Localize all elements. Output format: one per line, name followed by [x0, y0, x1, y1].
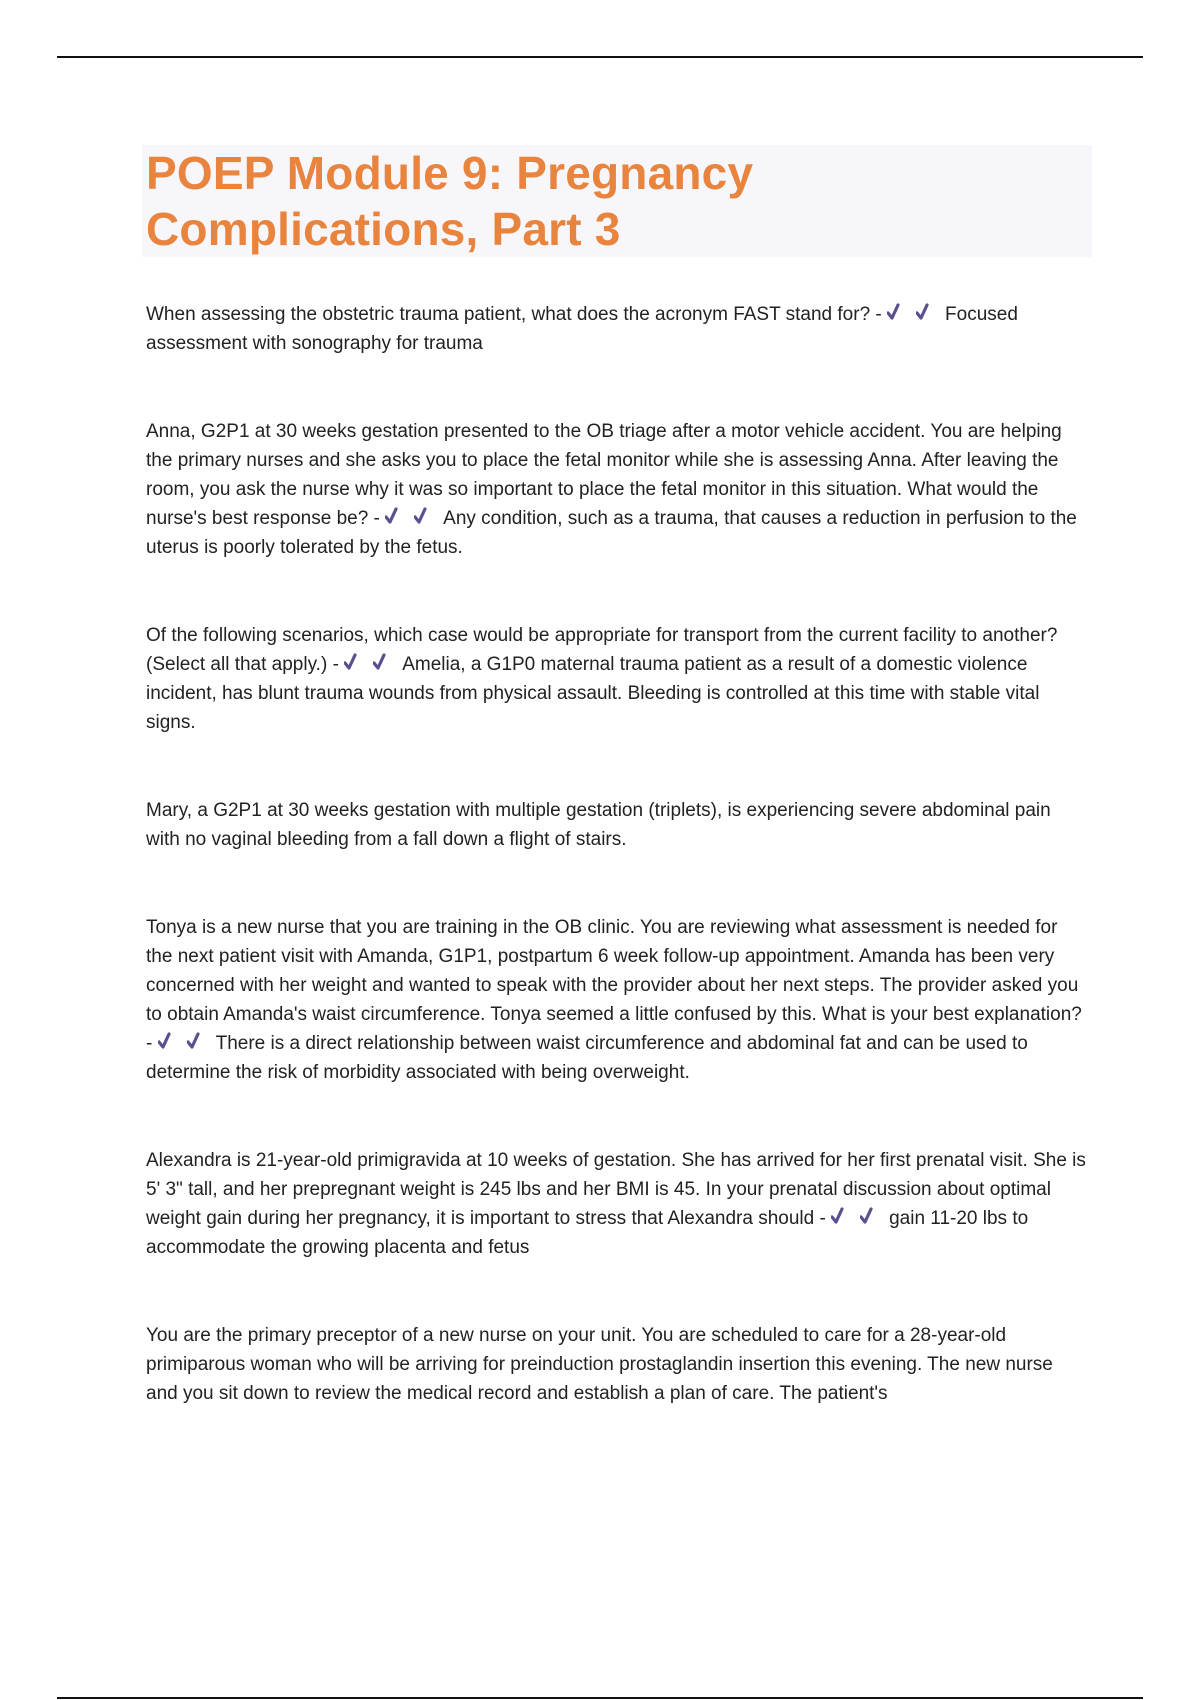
qa-item-5 [146, 913, 1086, 1087]
double-check-icon [158, 1030, 183, 1052]
double-check-icon [414, 505, 439, 527]
answer-text: Focused assessment with sonography for trauma [146, 304, 1018, 354]
double-check-icon [887, 301, 912, 323]
double-check-icon [187, 1030, 212, 1052]
qa-item-6 [146, 1146, 1086, 1262]
qa-item-7 [146, 1321, 1086, 1408]
qa-item-1 [146, 300, 1086, 358]
answer-text: There is a direct relationship between waist circumference and abdominal fat and can be used to determine the risk of morbidity associated with being overweight. [146, 1033, 1028, 1083]
question-text: Anna, G2P1 at 30 weeks gestation presented to the OB triage after a motor vehicle accident. You are helping the primary nurses and she asks you to place the fetal monitor while she is assessing Anna. After leaving the room, you ask the nurse why it was so important to place the fetal monitor in this situation. What would the nurse's best response be? - [146, 421, 1062, 529]
answer-text: Any condition, such as a trauma, that causes a reduction in perfusion to the uterus is poorly tolerated by the fetus. [146, 508, 1077, 558]
top-rule [57, 56, 1143, 58]
document-body [146, 300, 1086, 1408]
question-text: You are the primary preceptor of a new nurse on your unit. You are scheduled to care for a 28-year-old primiparous woman who will be arriving for preinduction prostaglandin insertion this evening. The new nurse and you sit down to review the medical record and establish a plan of care. The patient's [146, 1325, 1053, 1404]
qa-item-3 [146, 621, 1086, 737]
qa-item-4 [146, 796, 1086, 854]
double-check-icon [860, 1205, 885, 1227]
answer-continuation-text: Mary, a G2P1 at 30 weeks gestation with multiple gestation (triplets), is experiencing severe abdominal pain with no vaginal bleeding from a fall down a flight of stairs. [146, 800, 1051, 850]
double-check-icon [373, 651, 398, 673]
bottom-rule [57, 1697, 1143, 1699]
double-check-icon [385, 505, 410, 527]
double-check-icon [344, 651, 369, 673]
answer-text: Amelia, a G1P0 maternal trauma patient as a result of a domestic violence incident, has blunt trauma wounds from physical assault. Bleeding is controlled at this time with stable vital signs. [146, 654, 1040, 733]
double-check-icon [916, 301, 941, 323]
title-banner [142, 145, 1092, 257]
question-text: When assessing the obstetric trauma patient, what does the acronym FAST stand for? - [146, 304, 882, 325]
answer-text: gain 11-20 lbs to accommodate the growing placenta and fetus [146, 1208, 1029, 1258]
question-text: Of the following scenarios, which case would be appropriate for transport from the current facility to another? (Select all that apply.) - [146, 625, 1058, 675]
question-text: Alexandra is 21-year-old primigravida at 10 weeks of gestation. She has arrived for her first prenatal visit. She is 5' 3" tall, and her prepregnant weight is 245 lbs and her BMI is 45. In your prenatal discussion about optimal weight gain during her pregnancy, it is important to stress that Alexandra should - [146, 1150, 1086, 1229]
page-title: POEP Module 9: Pregnancy Complications, Part 3 [146, 147, 754, 255]
question-text: Tonya is a new nurse that you are training in the OB clinic. You are reviewing what assessment is needed for the next patient visit with Amanda, G1P1, postpartum 6 week follow-up appointment. Amanda has been very concerned with her weight and wanted to speak with the provider about her next steps. The provider asked you to obtain Amanda's waist circumference. Tonya seemed a little confused by this. What is your best explanation? - [146, 917, 1082, 1054]
double-check-icon [831, 1205, 856, 1227]
qa-item-2 [146, 417, 1086, 562]
